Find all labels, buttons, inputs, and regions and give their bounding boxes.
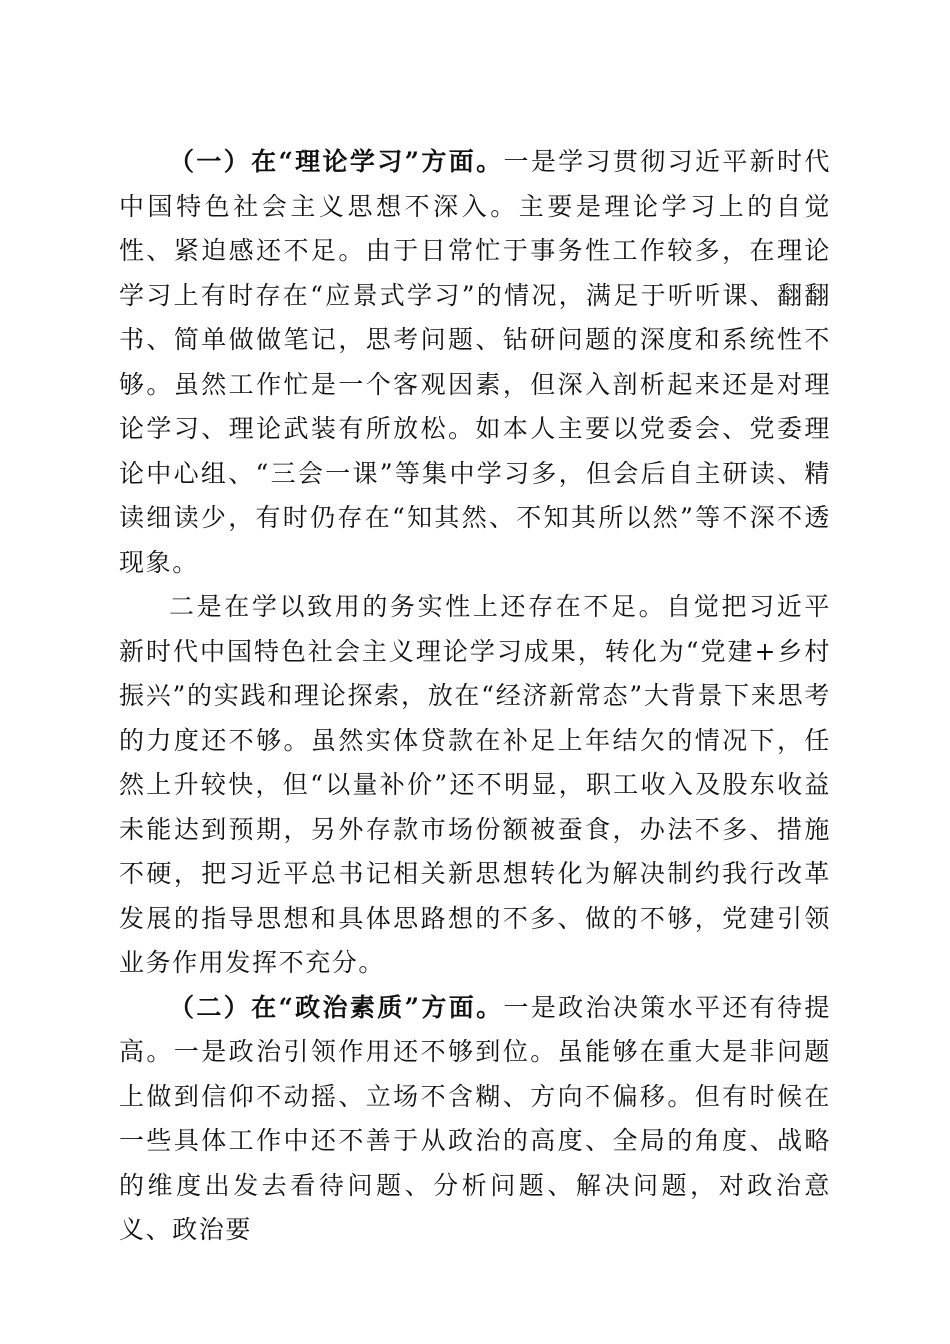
document-body: [119, 140, 831, 1253]
paragraph-political-quality: [119, 986, 831, 1253]
paragraph-text: 一是政治决策水平还有待提高。一是政治引领作用还不够到位。虽能够在重大是非问题上做到信仰不动摇、立场不含糊、方向不偏移。但有时候在一些具体工作中还不善于从政治的高度、全局的角度、战略的维度出发去看待问题、分析问题、解决问题，对政治意义、政治要: [119, 992, 832, 1244]
section-heading-theory-study: （一）在“理论学习”方面。: [169, 147, 504, 176]
paragraph-practical-application: [119, 585, 831, 986]
paragraph-theory-study: [119, 140, 831, 585]
paragraph-text: 二是在学以致用的务实性上还存在不足。自觉把习近平新时代中国特色社会主义理论学习成果，转化为“党建+乡村振兴”的实践和理论探索，放在“经济新常态”大背景下来思考的力度还不够。虽然实体贷款在补足上年结欠的情况下，任然上升较快，但“以量补价”还不明显，职工收入及股东收益未能达到预期，另外存款市场份额被蚕食，办法不多、措施不硬，把习近平总书记相关新思想转化为解决制约我行改革发展的指导思想和具体思路想的不多、做的不够，党建引领业务作用发挥不充分。: [119, 592, 831, 977]
section-heading-political-quality: （二）在“政治素质”方面。: [169, 992, 504, 1022]
paragraph-text: 一是学习贯彻习近平新时代中国特色社会主义思想不深入。主要是理论学习上的自觉性、紧迫感还不足。由于日常忙于事务性工作较多，在理论学习上有时存在“应景式学习”的情况，满足于听听课、翻翻书、简单做做笔记，思考问题、钻研问题的深度和系统性不够。虽然工作忙是一个客观因素，但深入剖析起来还是对理论学习、理论武装有所放松。如本人主要以党委会、党委理论中心组、“三会一课”等集中学习多，但会后自主研读、精读细读少，有时仍存在“知其然、不知其所以然”等不深不透现象。: [119, 147, 832, 577]
